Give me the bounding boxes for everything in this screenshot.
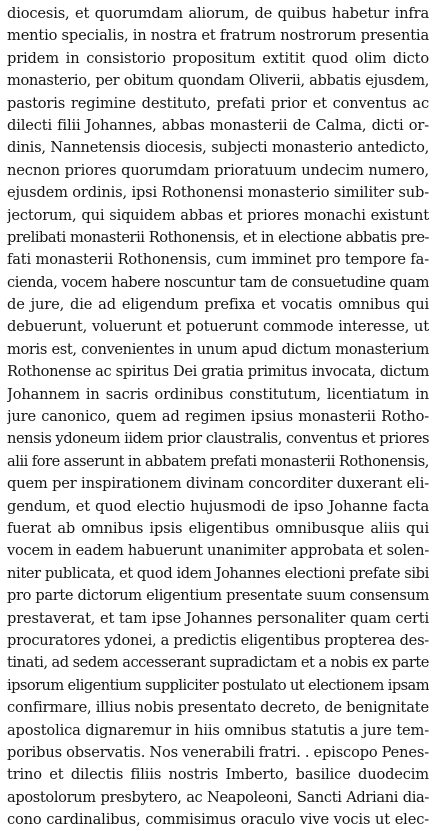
text-line: necnon priores quorumdam prioratuum undecim numero, xyxy=(7,161,429,179)
text-line: tinati, ad sedem accesserant supradictam et a nobis ex parte xyxy=(7,654,429,672)
text-line: moris est, convenientes in unum apud dictum monasterium xyxy=(7,340,429,358)
text-line: Johannem in sacris ordinibus constitutum, licentiatum in xyxy=(7,385,429,403)
text-line: prelibati monasterii Rothonensis, et in electione abbatis pre- xyxy=(7,228,429,246)
text-line: cono cardinalibus, commisimus oraculo vive vocis ut elec- xyxy=(7,811,429,829)
text-line: fuerat ab omnibus ipsis eligentibus omnibusque aliis qui xyxy=(7,519,429,537)
text-line: pro parte dictorum eligentium presentate suum consensum xyxy=(7,587,429,605)
text-line: ejusdem ordinis, ipsi Rothonensi monasterio similiter sub- xyxy=(7,184,429,202)
text-line: trino et dilectis filiis nostris Imberto, basilice duodecim xyxy=(7,766,429,784)
text-line: pastoris regimine destituto, prefati prior et conventus ac xyxy=(7,94,429,112)
text-line: quem per inspirationem divinam concorditer duxerant eli- xyxy=(7,475,429,493)
text-line: jure canonico, quem ad regimen ipsius monasterii Rotho- xyxy=(7,408,429,426)
text-line: apostolorum presbytero, ac Neapoleoni, Sancti Adriani dia- xyxy=(7,788,429,806)
text-line: alii fore asserunt in abbatem prefati monasterii Rothonensis, xyxy=(7,452,429,470)
text-line: cienda, vocem habere noscuntur tam de consuetudine quam xyxy=(7,273,429,291)
text-line: fati monasterii Rothonensis, cum imminet pro tempore fa- xyxy=(7,251,429,269)
text-line: niter publicata, et quod idem Johannes electioni prefate sibi xyxy=(7,564,429,582)
text-line: prestaverat, et tam ipse Johannes personaliter quam certi xyxy=(7,609,429,627)
text-line: apostolica dignaremur in hiis omnibus statutis a jure tem- xyxy=(7,721,429,739)
text-line: ipsorum eligentium suppliciter postulato ut electionem ipsam xyxy=(7,676,429,694)
text-line: mentio specialis, in nostra et fratrum nostrorum presentia xyxy=(7,27,429,45)
text-line: monasterio, per obitum quondam Oliverii, abbatis ejusdem, xyxy=(7,72,429,90)
text-line: gendum, et quod electio hujusmodi de ipso Johanne facta xyxy=(7,497,429,515)
text-line: procuratores ydonei, a predictis eligentibus propterea des- xyxy=(7,631,429,649)
text-line: confirmare, illius nobis presentato decreto, de benignitate xyxy=(7,699,429,717)
text-line: poribus observatis. Nos venerabili fratri. . episcopo Penes- xyxy=(7,743,429,761)
text-line: de jure, die ad eligendum prefixa et vocatis omnibus qui xyxy=(7,296,429,314)
text-line: dilecti filii Johannes, abbas monasterii de Calma, dicti or- xyxy=(7,116,429,134)
text-line: diocesis, et quorumdam aliorum, de quibus habetur infra xyxy=(7,5,429,22)
text-line: nensis ydoneum iidem prior claustralis, conventus et priores xyxy=(7,430,429,448)
text-line: debuerunt, voluerunt et potuerunt commode interesse, ut xyxy=(7,318,429,336)
text-line: pridem in consistorio propositum extitit quod olim dicto xyxy=(7,49,429,67)
text-line: jectorum, qui siquidem abbas et priores monachi existunt xyxy=(7,206,429,224)
text-line: vocem in eadem habuerunt unanimiter approbata et solen- xyxy=(7,542,429,560)
text-line: dinis, Nannetensis diocesis, subjecti monasterio antedicto, xyxy=(7,139,429,157)
text-line: Rothonense ac spiritus Dei gratia primitus invocata, dictum xyxy=(7,363,429,381)
